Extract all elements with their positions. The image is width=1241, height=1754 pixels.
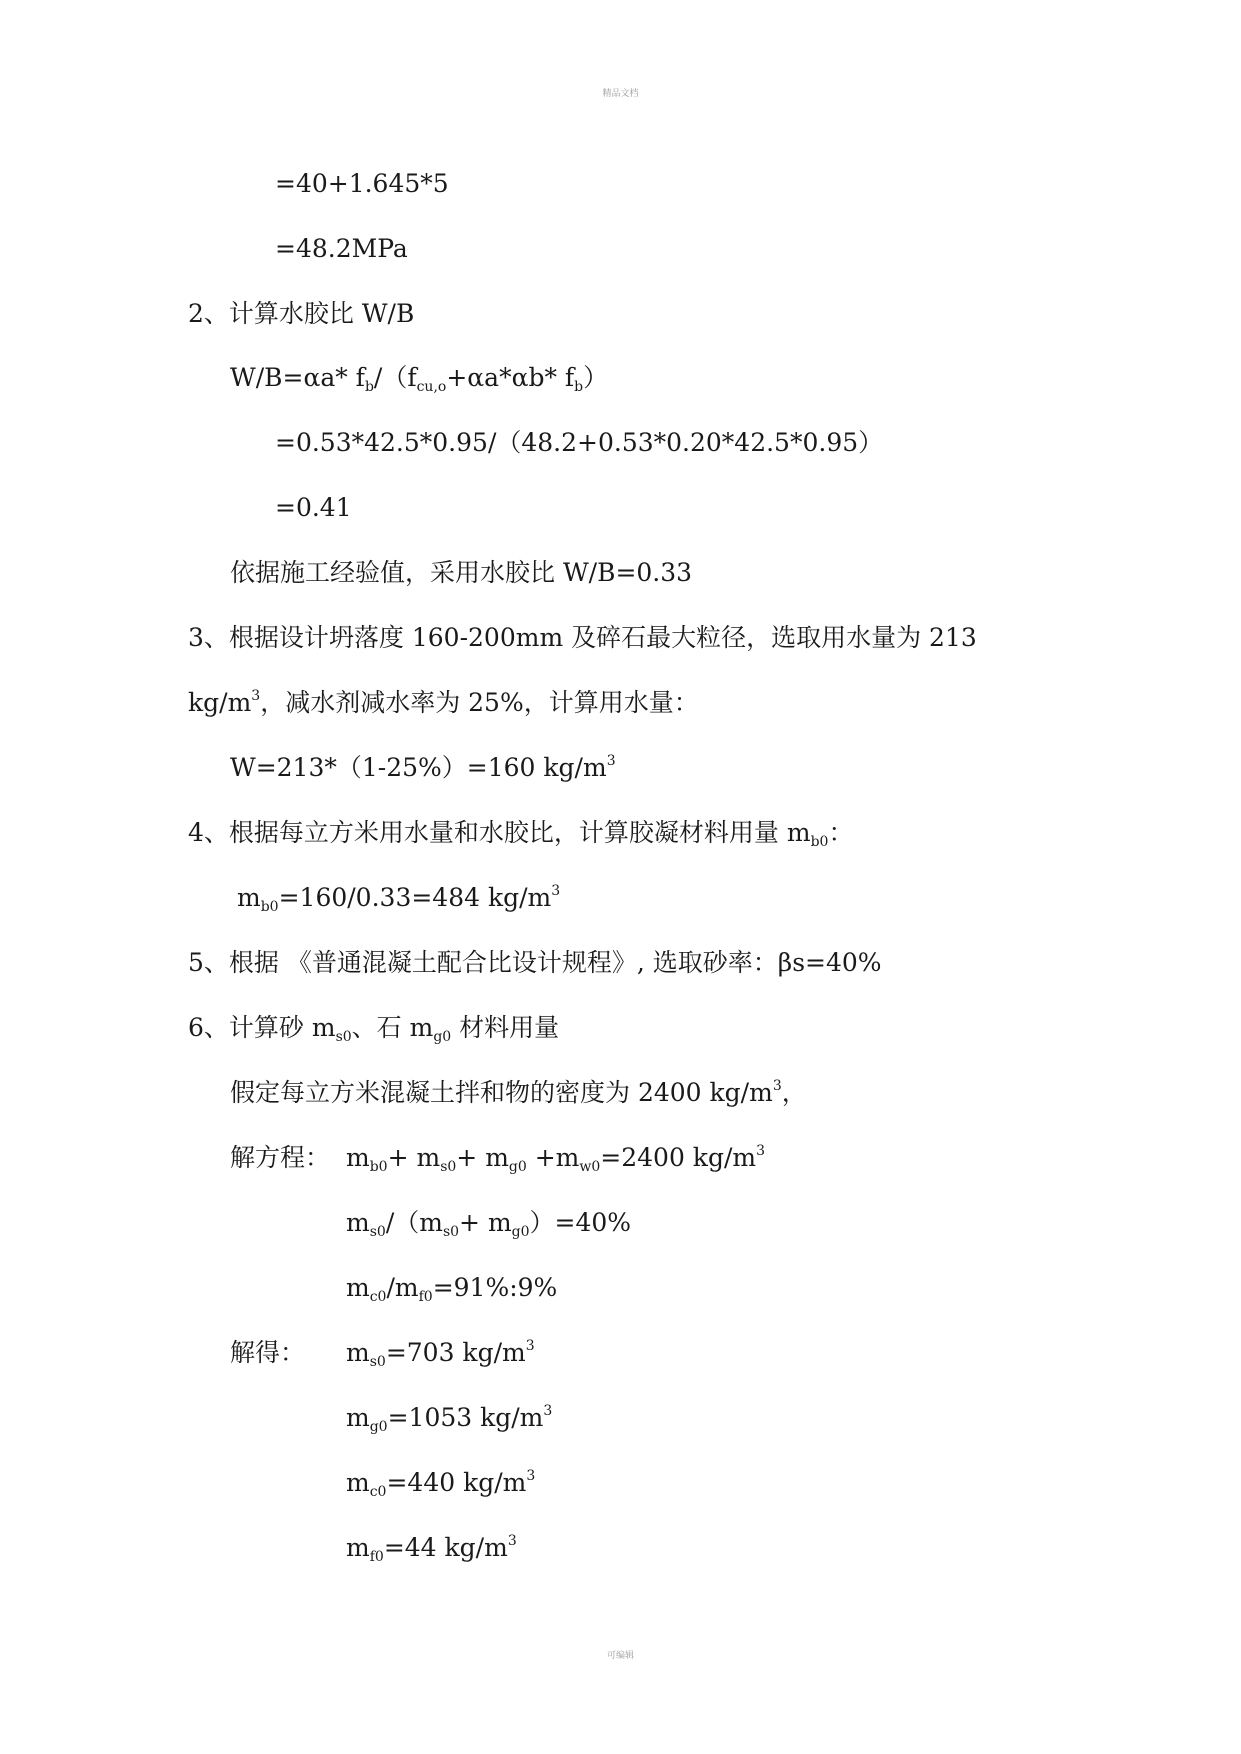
water-calculation: W=213*（1-25%）=160 $kg/m^3$ xyxy=(230,753,616,782)
equation-cement-ratio: $m_{c0}/m_{f0}=91\%:9\%$ xyxy=(346,1273,558,1305)
solution-flyash: $m_{f0}=44$ $kg/m^3$ xyxy=(346,1533,517,1565)
solution-cement: $m_{c0}=440$ $kg/m^3$ xyxy=(346,1468,536,1500)
wb-result: =0.41 xyxy=(275,493,352,522)
solution-gravel: $m_{g0}=1053$ $kg/m^3$ xyxy=(346,1403,553,1435)
binder-calculation: $m_{b0}=160/0.33=484$ $kg/m^3$ xyxy=(237,883,561,915)
section-2-title: 2、计算水胶比 W/B xyxy=(188,299,415,328)
wb-adopted: 依据施工经验值，采用水胶比 W/B=0.33 xyxy=(230,558,693,587)
section-4-text: 4、根据每立方米用水量和水胶比，计算胶凝材料用量 $m_{b0}$： xyxy=(188,818,854,850)
wb-formula: W/B=αa* $f_b/(f_{cu,o}+\alpha a*\alpha b*$ $f_b$） xyxy=(230,363,609,395)
equation-mass-balance: $m_{b0}+ m_{s0}+ m_{g0} +m_{w0}=2400$ $kg/m^3$ xyxy=(346,1143,766,1175)
density-assumption: 假定每立方米混凝土拌和物的密度为 2400 $kg/m^3$， xyxy=(230,1078,807,1107)
solution-sand: $m_{s0}=703$ $kg/m^3$ xyxy=(346,1338,535,1370)
page-header: 精品文档 xyxy=(602,89,639,99)
section-5-text: 5、根据 《普通混凝土配合比设计规程》, 选取砂率：βs=40% xyxy=(188,948,882,977)
section-6-title: 6、计算砂 $m_{s0}$、石 $m_{g0}$ 材料用量 xyxy=(188,1013,560,1045)
wb-calculation: =0.53*42.5*0.95/（48.2+0.53*0.20*42.5*0.95） xyxy=(275,428,884,457)
section-3-text-cont: $kg/m^3$，减水剂减水率为 25%，计算用水量： xyxy=(188,688,699,717)
solution-label: 解得： xyxy=(230,1338,306,1367)
equations-label: 解方程： xyxy=(230,1143,331,1172)
equation-line-2: =48.2MPa xyxy=(275,234,408,263)
page-footer: 可编辑 xyxy=(606,1651,634,1661)
equation-sand-ratio: $m_{s0}/(m_{s0}+ m_{g0})=40\%$ xyxy=(346,1208,632,1240)
equation-line-1: =40+1.645*5 xyxy=(275,169,449,198)
section-3-text: 3、根据设计坍落度 160-200mm 及碎石最大粒径，选取用水量为 213 xyxy=(188,623,977,652)
